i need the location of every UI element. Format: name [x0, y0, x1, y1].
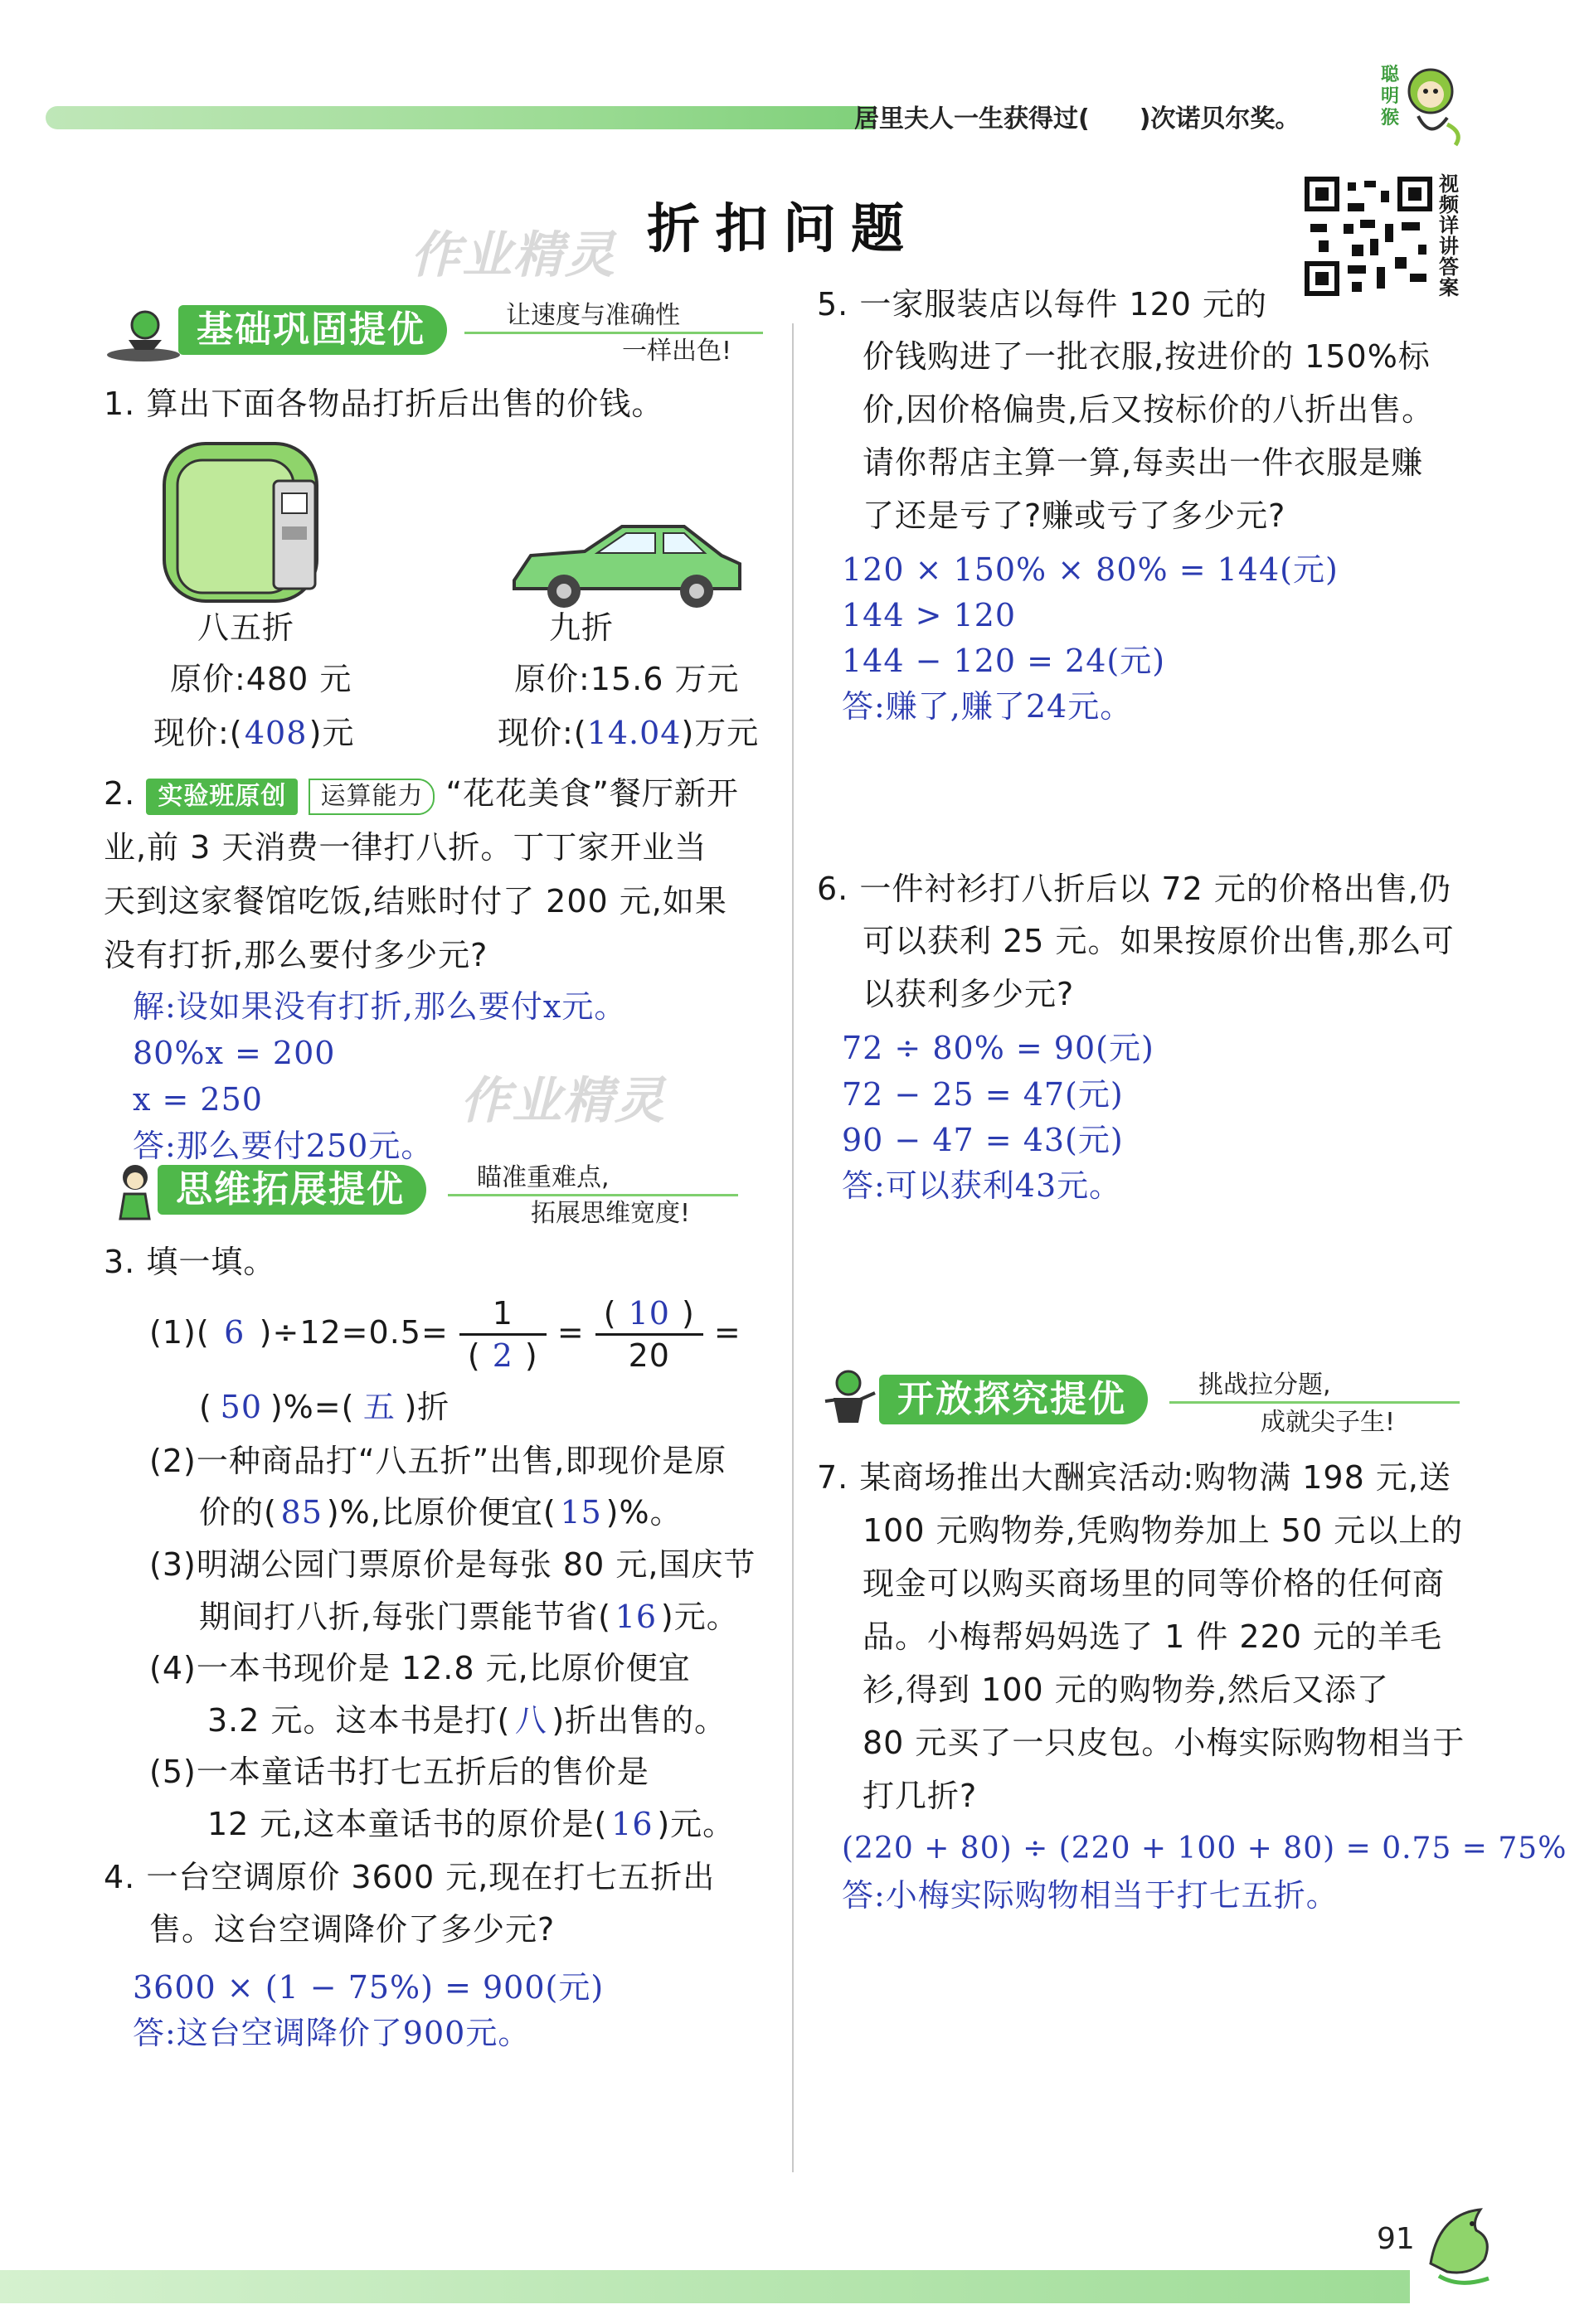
q3-part5-a: (5)一本童话书打七五折后的售价是: [149, 1754, 649, 1790]
q7-line2: 100 元购物券,凭购物券加上 50 元以上的: [863, 1512, 1464, 1549]
q3-part1: (1)( 6 )÷12=0.5= $\frac{1}{( 2 )}$ = $\frac{( 10 )}{20}$ =: [149, 1295, 741, 1374]
q2-line4: 没有打折,那么要付多少元?: [104, 937, 488, 973]
q2-line3: 天到这家餐馆吃饭,结账时付了 200 元,如果: [104, 883, 727, 919]
skateboard-mascot-icon: [104, 307, 182, 365]
section-line: [464, 332, 763, 334]
q7-answer-2: 答:小梅实际购物相当于打七五折。: [842, 1877, 1339, 1914]
answer: 五: [362, 1389, 396, 1425]
q3-part4-a: (4)一本书现价是 12.8 元,比原价便宜: [149, 1650, 691, 1686]
section-badge-extend: 思维拓展提优: [158, 1165, 426, 1215]
section-line: [448, 1194, 738, 1196]
q5-answer-2: 144 > 120: [842, 597, 1017, 633]
q1-item1-orig: 原价:480 元: [170, 661, 352, 697]
q2-answer-1: 解:设如果没有打折,那么要付x元。: [133, 988, 627, 1025]
answer: 16: [611, 1806, 654, 1842]
qr-code[interactable]: [1302, 174, 1435, 298]
answer: 6: [224, 1314, 245, 1351]
section-note: 挑战拉分题,: [1198, 1371, 1331, 1400]
qr-label: 视频详讲答案: [1439, 172, 1459, 299]
q1-stem: 1. 算出下面各物品打折后出售的价钱。: [104, 386, 664, 422]
q6-answer-1: 72 ÷ 80% = 90(元): [842, 1030, 1154, 1066]
q5-line5: 了还是亏了?赚或亏了多少元?: [863, 497, 1286, 534]
q5-answer-1: 120 × 150% × 80% = 144(元): [842, 551, 1339, 588]
q2-answer-2: 80%x = 200: [133, 1035, 336, 1071]
q2-line1: 2. 实验班原创 运算能力 “花花美食”餐厅新开: [104, 767, 739, 820]
q3-part2-b: 价的( 85 )%,比原价便宜( 15 )%。: [199, 1486, 683, 1539]
q1-item2-discount: 九折: [549, 609, 615, 646]
q1-item1-discount: 八五折: [197, 609, 295, 646]
q5-answer-4: 答:赚了,赚了24元。: [842, 688, 1133, 725]
q7-line1: 7. 某商场推出大酬宾活动:购物满 198 元,送: [817, 1459, 1451, 1496]
q1-item2-orig: 原价:15.6 万元: [514, 661, 740, 697]
q5-line3: 价,因价格偏贵,后又按标价的八折出售。: [863, 391, 1435, 428]
q5-answer-3: 144 − 120 = 24(元): [842, 643, 1166, 679]
q7-line7: 打几折?: [863, 1778, 978, 1814]
q5-line1: 5. 一家服装店以每件 120 元的: [817, 286, 1268, 323]
q6-answer-4: 答:可以获利43元。: [842, 1167, 1122, 1204]
section-note: 一样出色!: [622, 337, 732, 366]
q2-answer-3: x = 250: [133, 1081, 263, 1118]
runner-mascot-icon: [104, 1161, 166, 1227]
car-image: [506, 518, 746, 614]
q2-line2: 业,前 3 天消费一律打八折。丁丁家开业当: [104, 829, 707, 866]
q4-answer-1: 3600 × (1 − 75%) = 900(元): [133, 1969, 605, 2006]
answer: 50: [220, 1389, 262, 1425]
q6-line2: 可以获利 25 元。如果按原价出售,那么可: [863, 923, 1455, 959]
footer-bar: [0, 2270, 1410, 2303]
answer: 10: [628, 1295, 670, 1332]
climber-mascot-icon: [817, 1368, 879, 1434]
q2-answer-4: 答:那么要付250元。: [133, 1128, 434, 1164]
tag-skill: 运算能力: [309, 779, 435, 815]
section-badge-basic: 基础巩固提优: [178, 305, 447, 355]
header-bar: [46, 106, 875, 129]
q6-line3: 以获利多少元?: [863, 976, 1075, 1012]
answer: 14.04: [586, 715, 682, 751]
answer: 408: [244, 715, 308, 751]
page-number: 91: [1377, 2222, 1415, 2256]
header-question: 居里夫人一生获得过( )次诺贝尔奖。: [854, 104, 1300, 133]
q7-line6: 80 元买了一只皮包。小梅实际购物相当于: [863, 1725, 1465, 1761]
q3-part5-b: 12 元,这本童话书的原价是( 16 )元。: [207, 1798, 735, 1851]
section-note: 拓展思维宽度!: [531, 1199, 691, 1228]
answer: 15: [560, 1494, 602, 1531]
section-note: 瞄准重难点,: [477, 1163, 610, 1192]
rice-cooker-image: [158, 435, 323, 609]
q7-line5: 衫,得到 100 元的购物券,然后又添了: [863, 1671, 1389, 1708]
watermark: 作业精灵: [411, 226, 616, 284]
q4-line2: 售。这台空调降价了多少元?: [149, 1911, 556, 1948]
q3-part1-cont: ( 50 )%=( 五 )折: [199, 1380, 450, 1434]
watermark: 作业精灵: [460, 1072, 666, 1130]
q7-answer-1: (220 + 80) ÷ (220 + 100 + 80) = 0.75 = 75%: [842, 1832, 1567, 1866]
mascot-text: 聪明猴: [1381, 65, 1400, 129]
q5-line2: 价钱购进了一批衣服,按进价的 150%标: [863, 338, 1431, 375]
q3-part3-a: (3)明湖公园门票原价是每张 80 元,国庆节: [149, 1546, 756, 1583]
fraction: $\frac{1}{( 2 )}$: [459, 1293, 547, 1375]
q3-part3-b: 期间打八折,每张门票能节省( 16 )元。: [199, 1590, 739, 1643]
answer: 85: [280, 1494, 323, 1531]
section-line: [1169, 1401, 1460, 1404]
q7-line3: 现金可以购买商场里的同等价格的任何商: [863, 1565, 1446, 1602]
section-note: 成就尖子生!: [1261, 1408, 1396, 1437]
tag-original: 实验班原创: [146, 779, 298, 815]
q6-answer-2: 72 − 25 = 47(元): [842, 1076, 1124, 1113]
q1-item1-now: 现价:(408)元: [153, 706, 354, 759]
column-divider: [792, 323, 794, 2172]
q3-part4-b: 3.2 元。这本书是打( 八 )折出售的。: [207, 1694, 727, 1747]
page-title: 折扣问题: [647, 199, 919, 260]
answer: 八: [514, 1702, 547, 1739]
q6-line1: 6. 一件衬衫打八折后以 72 元的价格出售,仍: [817, 871, 1451, 907]
section-badge-open: 开放探究提优: [879, 1375, 1148, 1424]
q5-line4: 请你帮店主算一算,每卖出一件衣服是赚: [863, 444, 1424, 481]
dolphin-icon: [1414, 2197, 1505, 2288]
q3-stem: 3. 填一填。: [104, 1244, 276, 1280]
q4-line1: 4. 一台空调原价 3600 元,现在打七五折出: [104, 1859, 716, 1895]
q1-item2-now: 现价:(14.04)万元: [498, 706, 759, 759]
section-note: 让速度与准确性: [506, 301, 680, 330]
q6-answer-3: 90 − 47 = 43(元): [842, 1122, 1124, 1158]
q4-answer-2: 答:这台空调降价了900元。: [133, 2015, 531, 2051]
q3-part2-a: (2)一种商品打“八五折”出售,即现价是原: [149, 1443, 727, 1479]
fraction: $\frac{( 10 )}{20}$: [595, 1293, 703, 1375]
q7-line4: 品。小梅帮妈妈选了 1 件 220 元的羊毛: [863, 1618, 1443, 1655]
answer: 16: [615, 1599, 658, 1635]
answer: 2: [492, 1337, 513, 1374]
